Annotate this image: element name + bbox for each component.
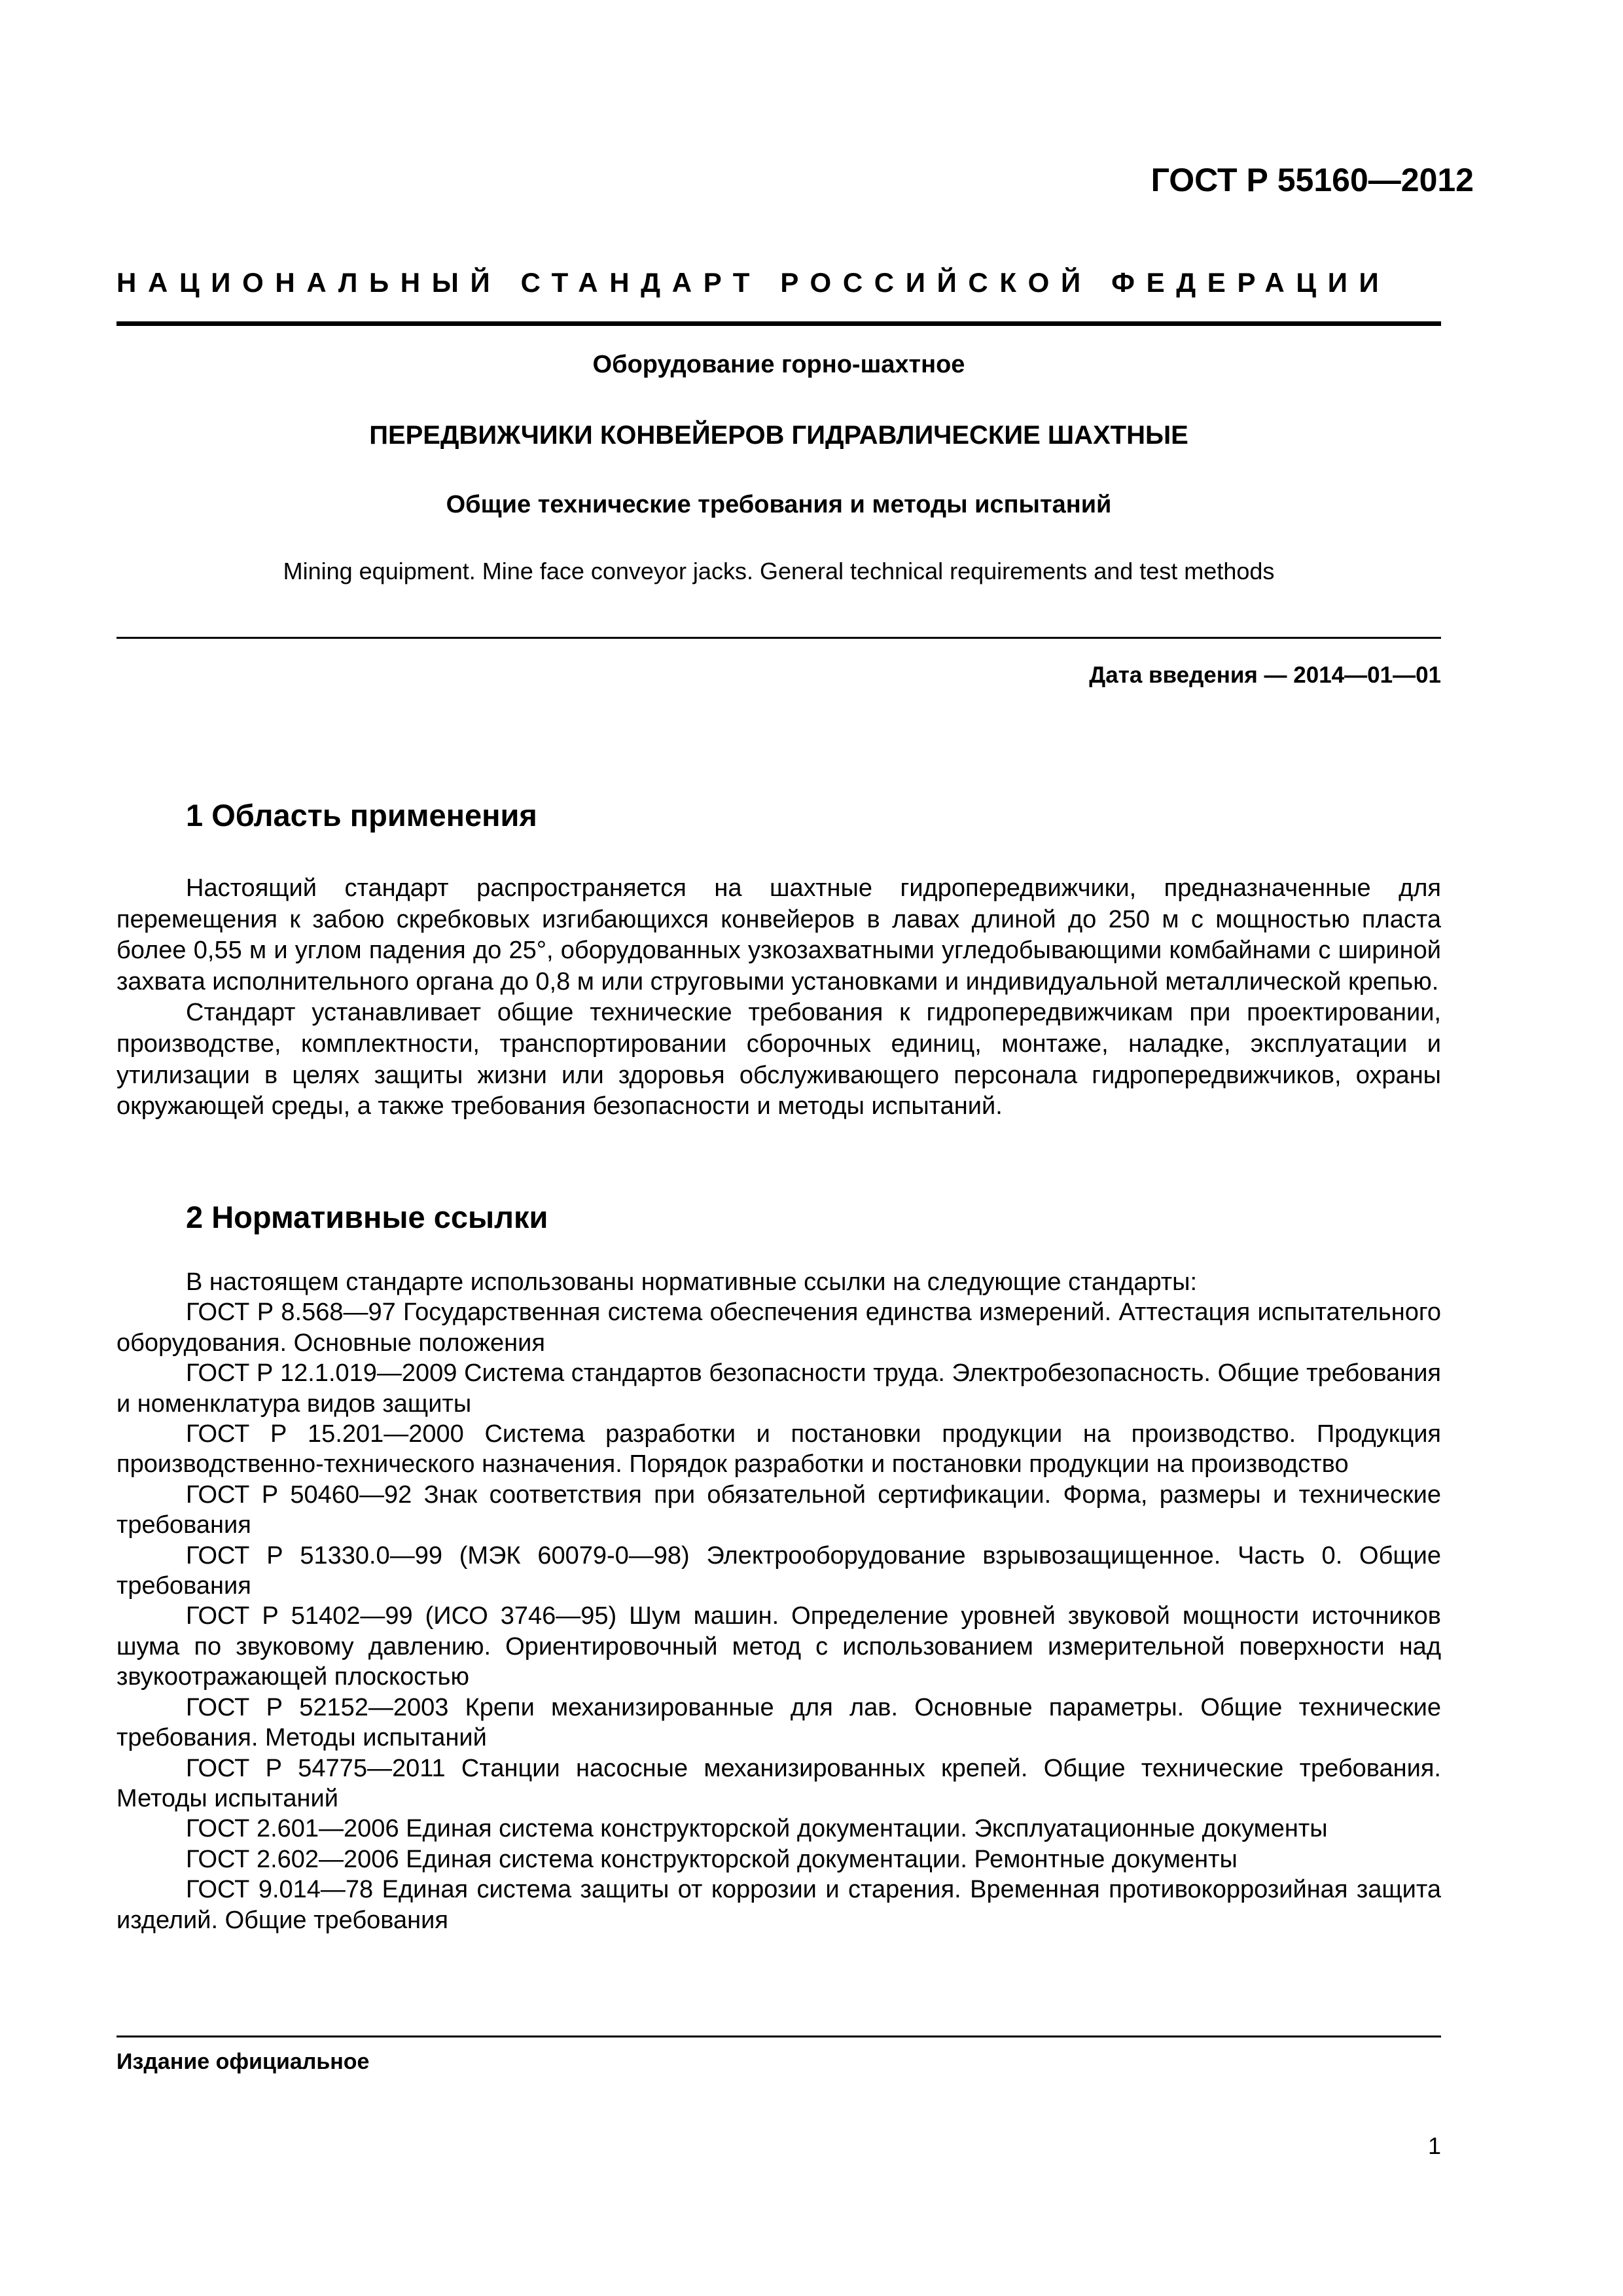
official-edition-label: Издание официальное (116, 2049, 370, 2074)
reference-item: ГОСТ Р 8.568—97 Государственная система обеспечения единства измерений. Аттестация испытательного оборудования. Основные положения (116, 1299, 1441, 1357)
section-2-heading: 2 Нормативные ссылки (186, 1200, 548, 1234)
footer-rule (116, 2036, 1441, 2037)
reference-item: ГОСТ Р 51402—99 (ИСО 3746—95) Шум машин. Определение уровней звуковой мощности источников шума по звуковому давлению. Ориентировочный метод с использованием измерительной поверхности над звукоотражающей плоскостью (116, 1602, 1441, 1691)
header-rule (116, 321, 1441, 326)
title-main: ПЕРЕДВИЖЧИКИ КОНВЕЙЕРОВ ГИДРАВЛИЧЕСКИЕ ШАХТНЫЕ (369, 421, 1188, 450)
reference-item: ГОСТ 9.014—78 Единая система защиты от коррозии и старения. Временная противокоррозийная защита изделий. Общие требования (116, 1876, 1441, 1934)
reference-item: ГОСТ 2.602—2006 Единая система конструкторской документации. Ремонтные документы (186, 1845, 1238, 1873)
section-1-body (116, 873, 1441, 1122)
page-number: 1 (1427, 2132, 1441, 2159)
title-english: Mining equipment. Mine face conveyor jacks. General technical requirements and test methods (283, 558, 1275, 584)
reference-item: ГОСТ Р 52152—2003 Крепи механизированные для лав. Основные параметры. Общие технические требования. Методы испытаний (116, 1693, 1441, 1752)
date-of-introduction: Дата введения — 2014—01—01 (1089, 662, 1441, 688)
reference-item: ГОСТ Р 50460—92 Знак соответствия при обязательной сертификации. Форма, размеры и технические требования (116, 1480, 1441, 1539)
reference-item: ГОСТ Р 51330.0—99 (МЭК 60079-0—98) Электрооборудование взрывозащищенное. Часть 0. Общие требования (116, 1541, 1441, 1600)
reference-item: ГОСТ Р 54775—2011 Станции насосные механизированных крепей. Общие технические требования. Методы испытаний (116, 1754, 1441, 1812)
title-rule (116, 637, 1441, 639)
title-group: Оборудование горно-шахтное (592, 351, 965, 378)
section-1-paragraph: Настоящий стандарт распространяется на шахтные гидропередвижчики, предназначенные для перемещения к забою скребковых изгибающихся конвейеров в лавах длиной до 250 м с мощностью пласта более 0,55 м и углом падения до 25°, оборудованных узкозахватными угледобывающими комбайнами с шириной захвата исполнительного органа до 0,8 м или струговыми установками и индивидуальной металлической крепью. (116, 874, 1441, 996)
reference-item: ГОСТ 2.601—2006 Единая система конструкторской документации. Эксплуатационные документы (186, 1815, 1328, 1843)
title-subtitle: Общие технические требования и методы испытаний (446, 491, 1112, 518)
reference-item: ГОСТ Р 12.1.019—2009 Система стандартов безопасности труда. Электробезопасность. Общие требования и номенклатура видов защиты (116, 1359, 1441, 1418)
reference-item: ГОСТ Р 15.201—2000 Система разработки и постановки продукции на производство. Продукция производственно-технического назначения. Порядок разработки и постановки продукции на производство (116, 1420, 1441, 1479)
section-1-paragraph: Стандарт устанавливает общие технические требования к гидропередвижчикам при проектировании, производстве, комплектности, транспортировании сборочных единиц, монтаже, наладке, эксплуатации и утилизации в целях защиты жизни или здоровья обслуживающего персонала гидропередвижчиков, охраны окружающей среды, а также требования безопасности и методы испытаний. (116, 999, 1441, 1121)
standard-designation: ГОСТ Р 55160—2012 (1150, 162, 1474, 198)
section-2-body (116, 1267, 1441, 1935)
national-standard-banner: НАЦИОНАЛЬНЫЙ СТАНДАРТ РОССИЙСКОЙ ФЕДЕРАЦИИ (116, 267, 1391, 298)
section-1-heading: 1 Область применения (186, 798, 537, 833)
section-2-intro: В настоящем стандарте использованы нормативные ссылки на следующие стандарты: (186, 1268, 1198, 1296)
